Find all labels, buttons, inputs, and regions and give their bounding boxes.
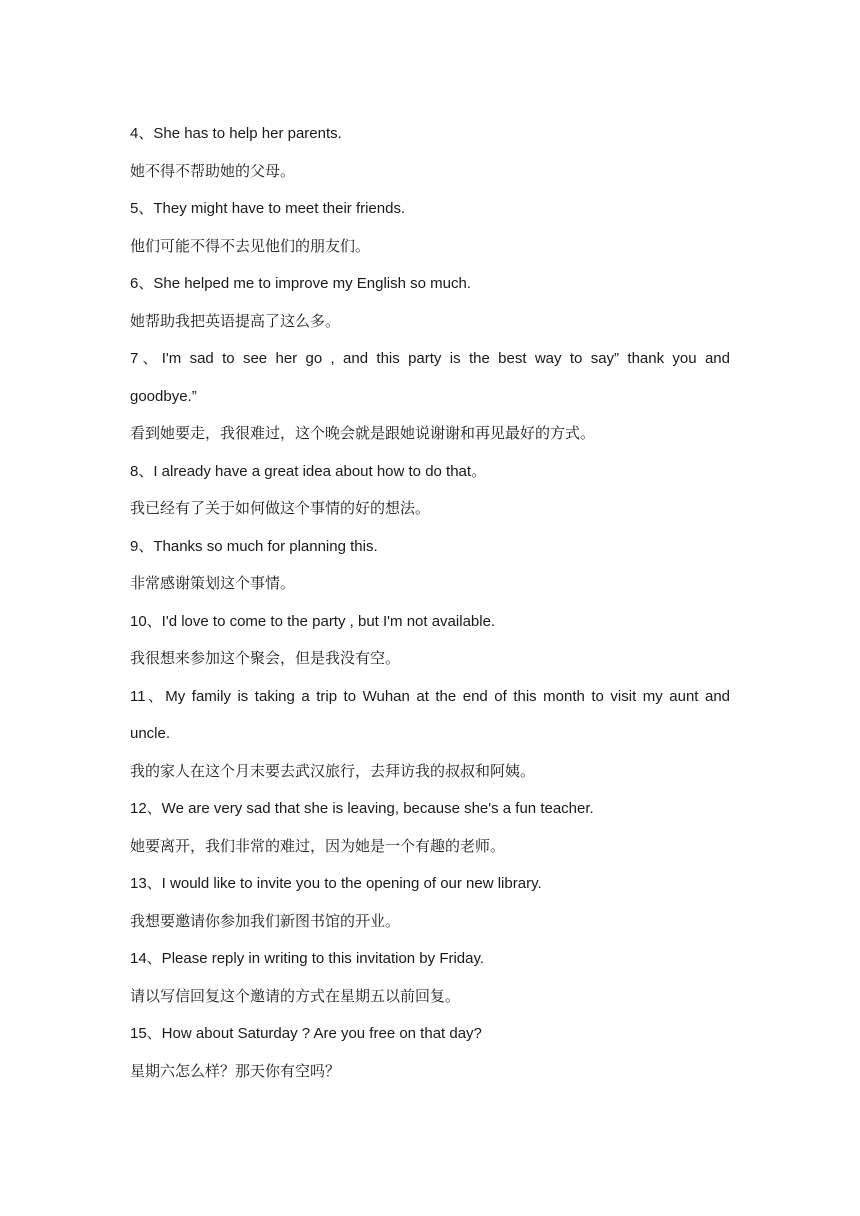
chinese-translation: 我很想来参加这个聚会，但是我没有空。 [130,649,401,667]
sentence-item-15 [130,1015,730,1090]
english-sentence: 14、Please reply in writing to this invitation by Friday. [130,950,485,967]
sentence-list [130,115,730,1090]
english-sentence: 9、Thanks so much for planning this. [130,537,378,555]
chinese-translation: 星期六怎么样？那天你有空吗？ [130,1061,341,1080]
english-sentence: 12、We are very sad that she is leaving, because she's a fun teacher. [130,800,594,817]
sentence-item-9 [130,528,730,603]
english-sentence: 8、I already have a great idea about how to do that。 [130,462,487,480]
sentence-item-12 [130,790,730,865]
english-sentence-line-1: 11、My family is taking a trip to Wuhan at the end of this month to visit my aunt and [130,687,730,705]
english-sentence-line-2: uncle. [130,725,171,742]
sentence-item-5 [130,190,730,265]
english-sentence-line-1: 7、I'm sad to see her go , and this party is the best way to say” thank you and [130,350,730,367]
chinese-translation: 他们可能不得不去见他们的朋友们。 [130,236,371,255]
sentence-item-11 [130,678,730,791]
sentence-item-7 [130,340,730,453]
chinese-translation: 我已经有了关于如何做这个事情的好的想法。 [130,499,431,517]
english-sentence: 15、How about Saturday ? Are you free on that day? [130,1025,482,1042]
sentence-item-13 [130,865,730,940]
chinese-translation: 看到她要走，我很难过，这个晚会就是跟她说谢谢和再见最好的方式。 [130,424,596,442]
sentence-item-4 [130,115,730,190]
chinese-translation: 她要离开，我们非常的难过，因为她是一个有趣的老师。 [130,836,506,855]
chinese-translation: 我的家人在这个月末要去武汉旅行，去拜访我的叔叔和阿姨。 [130,761,536,780]
english-sentence: 5、They might have to meet their friends. [130,200,406,217]
english-sentence: 13、I would like to invite you to the opening of our new library. [130,875,542,892]
english-sentence: 10、I'd love to come to the party , but I'm not available. [130,612,496,630]
chinese-translation: 她不得不帮助她的父母。 [130,161,296,180]
sentence-item-6 [130,265,730,340]
chinese-translation: 她帮助我把英语提高了这么多。 [130,311,341,330]
chinese-translation: 我想要邀请你参加我们新图书馆的开业。 [130,911,401,930]
english-sentence-line-2: goodbye.” [130,387,197,405]
english-sentence: 4、She has to help her parents. [130,125,342,142]
chinese-translation: 非常感谢策划这个事情。 [130,574,296,592]
sentence-item-8 [130,453,730,528]
english-sentence: 6、She helped me to improve my English so much. [130,275,471,292]
sentence-item-10 [130,603,730,678]
sentence-item-14 [130,940,730,1015]
chinese-translation: 请以写信回复这个邀请的方式在星期五以前回复。 [130,986,461,1005]
